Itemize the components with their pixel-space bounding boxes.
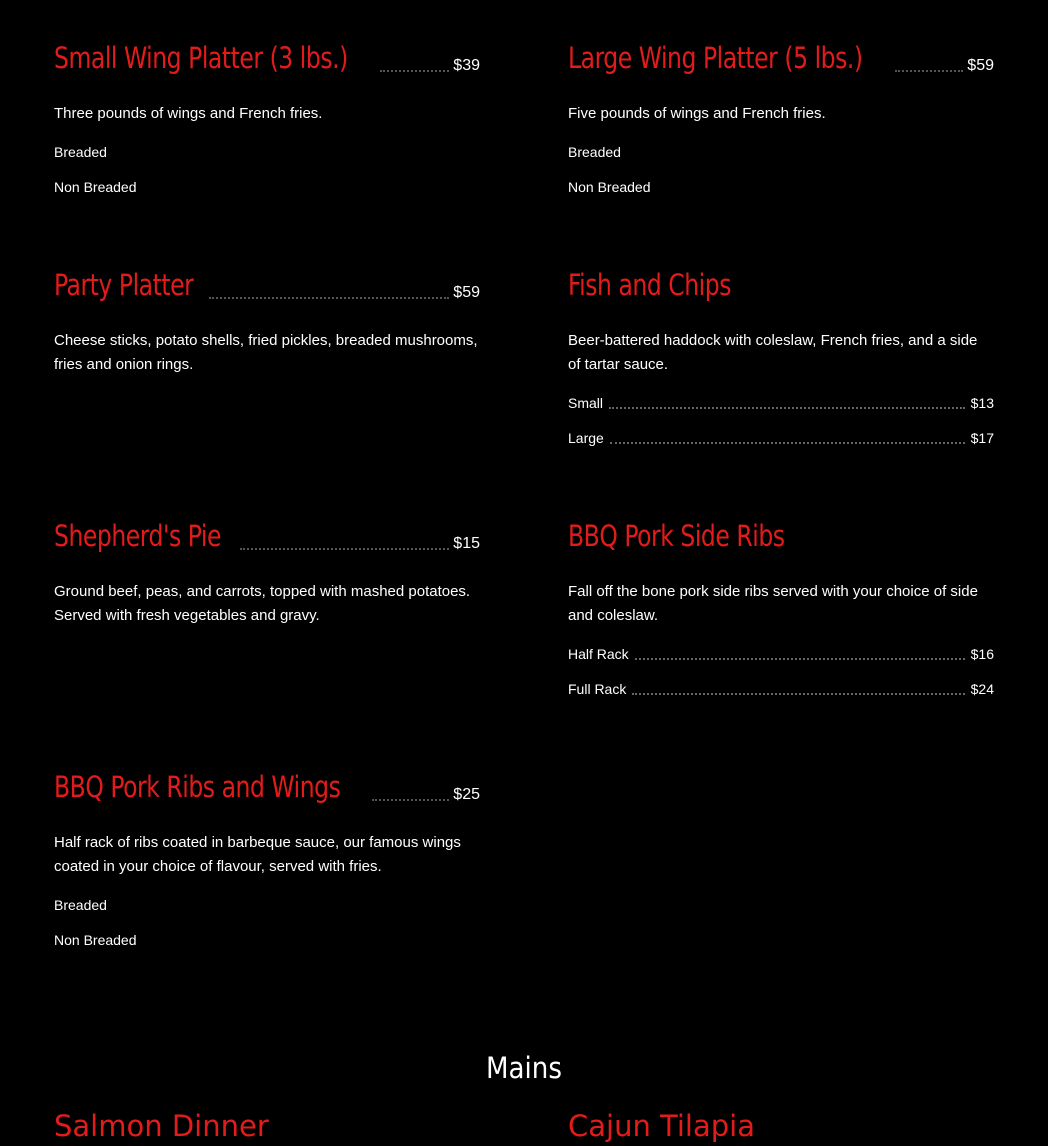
- menu-item-title-salmon-dinner: Salmon Dinner: [54, 1109, 269, 1143]
- dot-leader: [209, 296, 450, 299]
- item-title: Party Platter: [54, 268, 194, 302]
- option-price: $24: [970, 681, 994, 697]
- option-label: Breaded: [54, 897, 107, 913]
- dot-leader: [632, 692, 964, 695]
- item-price: $59: [967, 57, 994, 74]
- option-price: $16: [970, 646, 994, 662]
- menu-item-fish-and-chips: [568, 265, 994, 464]
- item-title: BBQ Pork Ribs and Wings: [54, 770, 341, 804]
- item-price: $25: [453, 786, 480, 803]
- dot-leader: [895, 69, 963, 72]
- item-options: [568, 143, 994, 213]
- option-breaded[interactable]: [568, 143, 994, 178]
- option-label: Breaded: [54, 144, 107, 160]
- option-breaded[interactable]: [54, 143, 480, 178]
- option-price: $13: [970, 395, 994, 411]
- item-title: Large Wing Platter (5 lbs.): [568, 41, 863, 75]
- item-price: $15: [453, 535, 480, 552]
- item-description: Cheese sticks, potato shells, fried pickles, breaded mushrooms, fries and onion rings.: [54, 332, 478, 373]
- option-non-breaded[interactable]: [568, 178, 994, 213]
- option-label: Small: [568, 395, 604, 411]
- item-title: BBQ Pork Side Ribs: [568, 519, 785, 553]
- option-price: $17: [970, 430, 994, 446]
- item-description: Ground beef, peas, and carrots, topped with mashed potatoes. Served with fresh vegetables and gravy.: [54, 583, 471, 624]
- option-label: Half Rack: [568, 646, 629, 662]
- menu-item-bbq-pork-ribs-and-wings: [54, 767, 480, 966]
- menu-item-party-platter: [54, 265, 480, 377]
- item-price: $39: [453, 57, 480, 74]
- option-non-breaded[interactable]: [54, 178, 480, 213]
- section-title-mains: Mains: [486, 1051, 562, 1085]
- dot-leader: [240, 547, 450, 550]
- item-description: Beer-battered haddock with coleslaw, French fries, and a side of tartar sauce.: [568, 332, 978, 373]
- menu-item-large-wing-platter: [568, 38, 994, 213]
- dot-leader: [609, 406, 965, 409]
- item-description: Five pounds of wings and French fries.: [568, 105, 826, 122]
- item-options: [568, 645, 994, 715]
- menu-item-small-wing-platter: [54, 38, 480, 213]
- option-breaded[interactable]: [54, 896, 480, 931]
- option-label: Full Rack: [568, 681, 627, 697]
- item-description: Half rack of ribs coated in barbeque sauce, our famous wings coated in your choice of flavour, served with fries.: [54, 834, 461, 875]
- option-label: Large: [568, 430, 604, 446]
- item-title: Fish and Chips: [568, 268, 732, 302]
- option-label: Non Breaded: [54, 932, 137, 948]
- dot-leader: [380, 69, 449, 72]
- menu-item-title-cajun-tilapia: Cajun Tilapia: [568, 1109, 755, 1143]
- item-options: [54, 896, 480, 966]
- option-non-breaded[interactable]: [54, 931, 480, 966]
- dot-leader: [635, 657, 965, 660]
- item-description: Fall off the bone pork side ribs served with your choice of side and coleslaw.: [568, 583, 978, 624]
- dot-leader: [610, 441, 965, 444]
- dot-leader: [372, 798, 449, 801]
- menu-item-shepherds-pie: [54, 516, 480, 628]
- option-full-rack[interactable]: [568, 680, 994, 715]
- option-large[interactable]: [568, 429, 994, 464]
- item-options: [54, 143, 480, 213]
- item-price: $59: [453, 284, 480, 301]
- option-label: Non Breaded: [54, 179, 137, 195]
- menu-item-bbq-pork-side-ribs: [568, 516, 994, 715]
- option-label: Breaded: [568, 144, 621, 160]
- item-options: [568, 394, 994, 464]
- option-label: Non Breaded: [568, 179, 651, 195]
- item-description: Three pounds of wings and French fries.: [54, 105, 323, 122]
- item-title: Shepherd's Pie: [54, 519, 222, 553]
- item-title: Small Wing Platter (3 lbs.): [54, 41, 348, 75]
- option-half-rack[interactable]: [568, 645, 994, 680]
- option-small[interactable]: [568, 394, 994, 429]
